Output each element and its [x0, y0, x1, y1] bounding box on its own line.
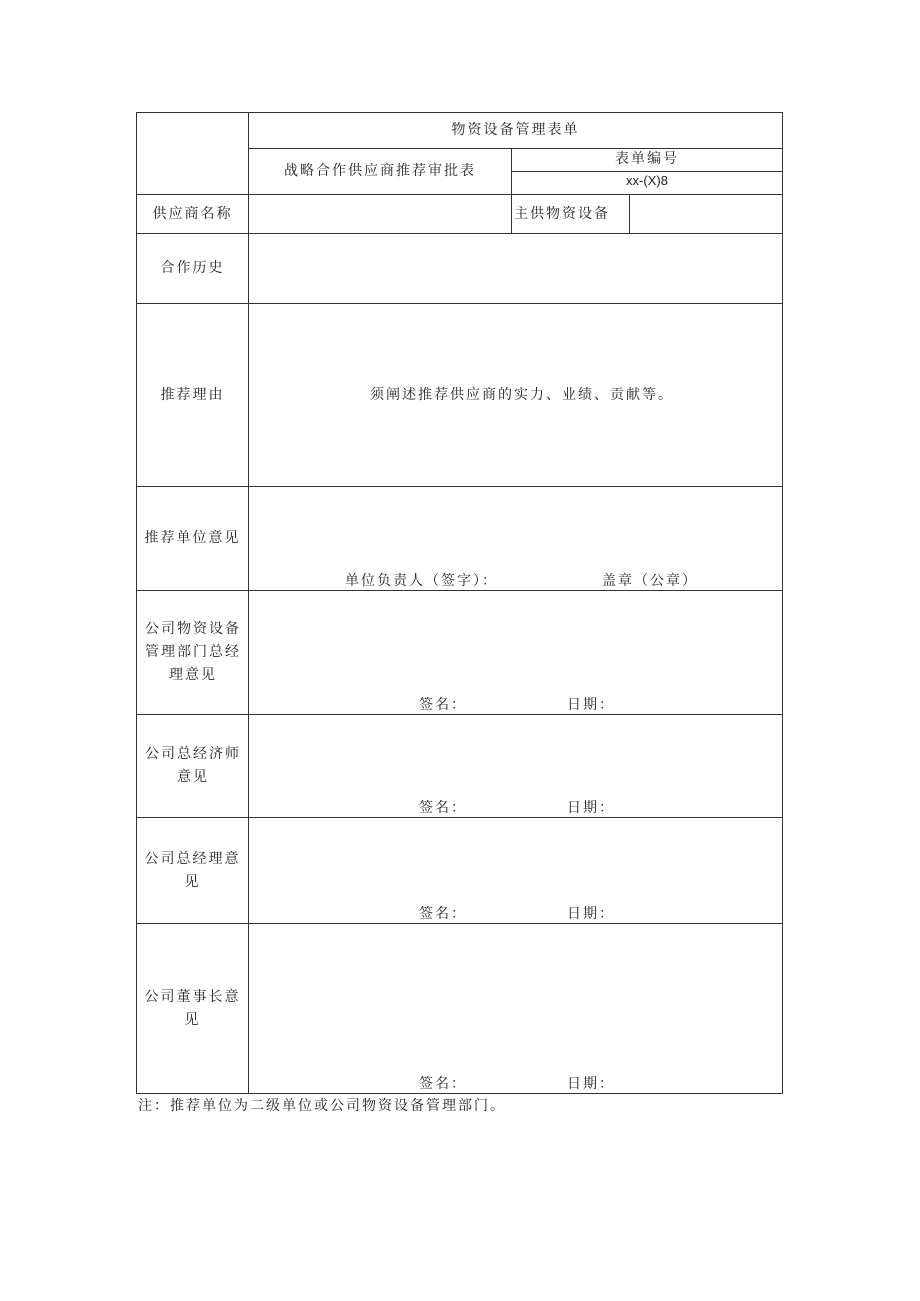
form-title: 战略合作供应商推荐审批表	[284, 163, 476, 179]
form-number-label: 表单编号	[615, 151, 679, 167]
unit-head-signature-label: 单位负责人（签字）：	[345, 573, 498, 589]
footer-note: 注：推荐单位为二级单位或公司物资设备管理部门。	[138, 1098, 506, 1114]
org-form-title: 物资设备管理表单	[451, 122, 580, 138]
unit-opinion-label: 推荐单位意见	[144, 530, 241, 546]
chairman-sign-label: 签名：	[419, 1076, 467, 1092]
general-manager-opinion-label: 公司总经理意见	[144, 850, 241, 890]
dept-gm-sign-label: 签名：	[419, 697, 467, 713]
cooperation-history-field[interactable]	[249, 234, 782, 303]
recommendation-reason-hint: 须阐述推荐供应商的实力、业绩、贡献等。	[370, 387, 674, 403]
chief-economist-opinion-label: 公司总经济师意见	[145, 746, 241, 785]
chief-economist-date-label: 日期：	[567, 800, 615, 816]
chairman-date-label: 日期：	[567, 1076, 615, 1092]
general-manager-date-label: 日期：	[567, 906, 615, 922]
general-manager-sign-label: 签名：	[419, 906, 467, 922]
main-supply-label: 主供物资设备	[514, 206, 610, 222]
supplier-name-label: 供应商名称	[152, 205, 233, 222]
main-supply-field[interactable]	[630, 195, 782, 233]
cooperation-history-label: 合作历史	[160, 260, 225, 276]
recommendation-reason-label: 推荐理由	[160, 386, 225, 403]
form-number-value: xx-(X)8	[626, 173, 668, 188]
supplier-name-field[interactable]	[249, 195, 511, 233]
dept-gm-date-label: 日期：	[567, 697, 615, 713]
unit-seal-label: 盖章（公章）	[602, 573, 698, 589]
dept-gm-opinion-label: 公司物资设备管理部门总经理意见	[145, 621, 241, 683]
chief-economist-sign-label: 签名：	[419, 800, 467, 816]
chairman-opinion-label: 公司董事长意见	[144, 988, 241, 1028]
